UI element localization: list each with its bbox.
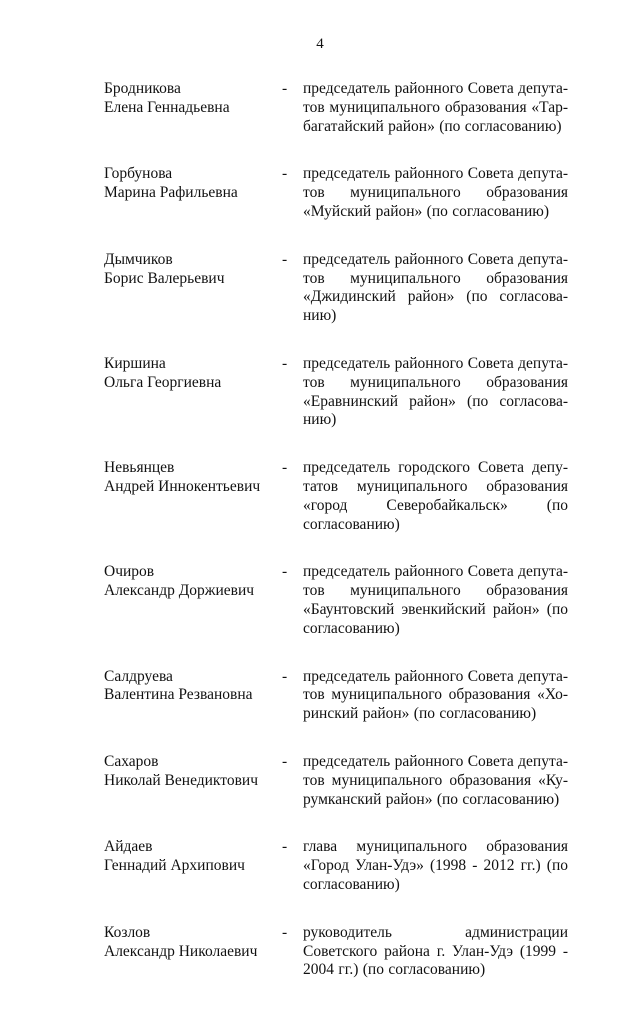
surname: Невьянцев [104, 459, 175, 477]
position-text: председатель районного Совета депутатов муниципального образования «Джидинский район» (по согласованию) [303, 250, 568, 325]
person-name [104, 251, 279, 289]
dash: - [282, 354, 288, 372]
list-item [0, 355, 640, 430]
dash: - [282, 80, 288, 97]
person-name [104, 80, 279, 118]
list-item [0, 838, 640, 894]
given-names: Андрей Иннокентьевич [104, 477, 261, 495]
position-text: глава муниципального образования «Город Улан-Удэ» (1998 - 2012 гг.) (по согласованию) [303, 838, 568, 893]
position-text: председатель районного Совета депутатов муниципального образования «Хоринский район» (по согласованию) [303, 667, 568, 723]
list-item [0, 459, 640, 534]
person-name [104, 563, 279, 601]
surname: Бродникова [104, 80, 181, 97]
dash: - [282, 563, 288, 581]
surname: Салдруева [104, 667, 173, 685]
surname: Сахаров [104, 752, 159, 770]
dash: - [282, 838, 288, 856]
person-name [104, 355, 279, 393]
position-text: председатель районного Совета депутатов муниципального образования «Баунтовский эвенкийский район» (по согласованию) [303, 563, 568, 637]
list-item [0, 165, 640, 221]
list-item [0, 924, 640, 980]
person-name [104, 838, 279, 876]
person-name [104, 668, 279, 706]
person-name [104, 753, 279, 791]
dash: - [282, 250, 288, 268]
position-text: председатель районного Совета депутатов муниципального образования «Тарбагатайский район» (по согласованию) [303, 80, 568, 135]
given-names: Геннадий Архипович [104, 857, 245, 875]
entries-list [0, 80, 640, 1009]
list-item [0, 563, 640, 638]
given-names: Николай Венедиктович [104, 771, 258, 789]
given-names: Александр Доржиевич [104, 582, 255, 600]
person-name [104, 459, 279, 497]
given-names: Ольга Георгиевна [104, 373, 222, 391]
dash: - [282, 667, 288, 685]
given-names: Александр Николаевич [104, 942, 258, 960]
list-item [0, 251, 640, 326]
page-number: 4 [316, 36, 324, 52]
position-text: председатель городского Совета депутатов муниципального образования «город Северобайкальск» (по согласованию) [303, 459, 568, 533]
position-text: председатель районного Совета депутатов муниципального образования «Муйский район» (по согласованию) [303, 165, 568, 220]
given-names: Елена Геннадьевна [104, 98, 230, 116]
surname: Киршина [104, 354, 166, 372]
dash: - [282, 752, 288, 770]
surname: Дымчиков [104, 250, 173, 268]
list-item [0, 80, 640, 136]
given-names: Валентина Резвановна [104, 686, 253, 704]
list-item [0, 753, 640, 809]
dash: - [282, 165, 288, 183]
person-name [104, 165, 279, 203]
surname: Айдаев [104, 838, 153, 856]
given-names: Борис Валерьевич [104, 269, 225, 287]
position-text: руководитель администрации Советского района г. Улан-Удэ (1999 - 2004 гг.) (по согласованию) [303, 923, 568, 979]
position-text: председатель районного Совета депутатов муниципального образования «Курумканский район» (по согласованию) [303, 752, 568, 808]
surname: Очиров [104, 563, 155, 581]
dash: - [282, 923, 288, 941]
surname: Горбунова [104, 165, 173, 183]
given-names: Марина Рафильевна [104, 184, 238, 202]
person-name [104, 924, 279, 962]
list-item [0, 668, 640, 724]
position-text: председатель районного Совета депутатов муниципального образования «Еравнинский район» (по согласованию) [303, 354, 568, 429]
surname: Козлов [104, 923, 151, 941]
dash: - [282, 459, 288, 477]
